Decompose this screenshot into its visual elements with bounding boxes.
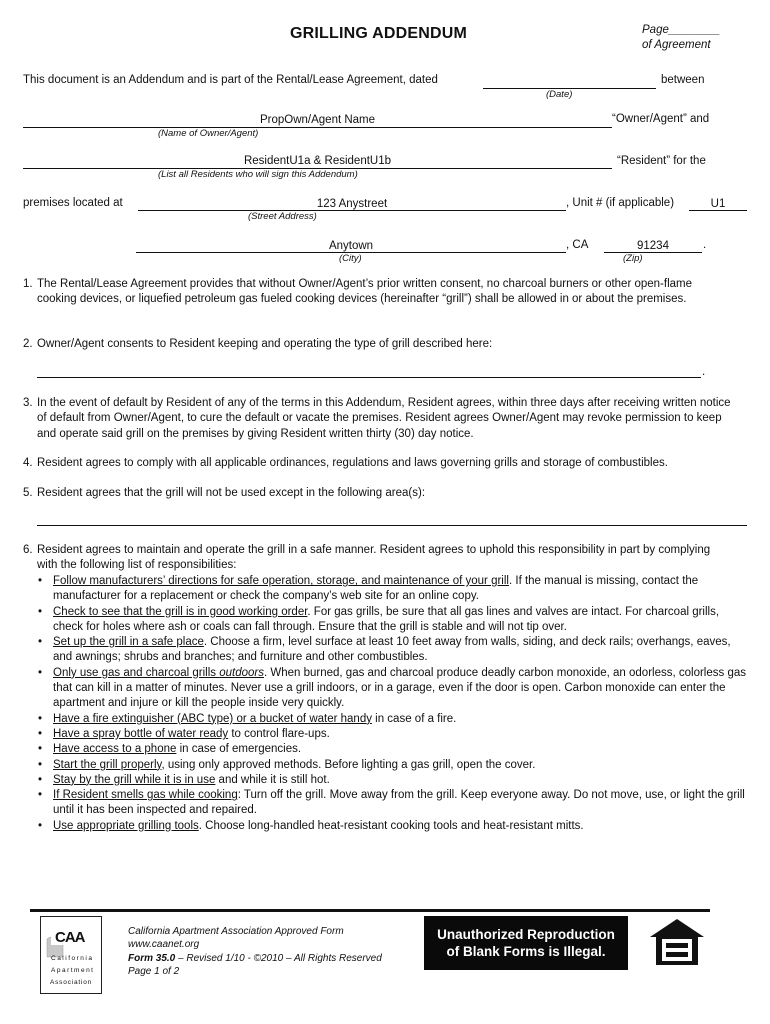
list-item xyxy=(37,605,747,636)
resident-names-field[interactable]: ResidentU1a & ResidentU1b xyxy=(243,155,392,167)
city-label: (City) xyxy=(339,253,362,264)
street-address-line xyxy=(138,210,566,211)
section-3 xyxy=(23,396,733,442)
section-1 xyxy=(23,277,733,308)
bullet-text: . For gas grills, be sure that all gas lines and valves are intact. For charcoal grills, check for holes where ash or coals can fall through. Ensure that the grill is stable and will not tip over. xyxy=(53,605,720,633)
period: . xyxy=(703,239,707,251)
footer-divider xyxy=(30,909,710,912)
section-3-number: 3. xyxy=(23,397,33,409)
section-2-text: Owner/Agent consents to Resident keeping and operating the type of grill described here: xyxy=(37,338,493,350)
resident-label: (List all Residents who will sign this Addendum) xyxy=(158,169,358,180)
zip-label: (Zip) xyxy=(623,253,643,264)
list-item xyxy=(37,758,747,773)
owner-suffix: “Owner/Agent” and xyxy=(612,113,710,125)
owner-name-line xyxy=(23,127,612,128)
bullet-lead: If Resident smells gas while cooking xyxy=(53,789,238,802)
grill-type-period: . xyxy=(702,366,706,378)
section-2-number: 2. xyxy=(23,338,33,350)
bullet-lead: Have a fire extinguisher (ABC type) or a bucket of water handy xyxy=(53,712,372,725)
section-3-text: In the event of default by Resident of any of the terms in this Addendum, Resident agrees, within three days after receiving written notice of default from Owner/Agent, to cure the default or vacate the premises. Resident agrees Owner/Agent may revoke permission to keep and operate said grill on the premises by giving Resident written thirty (30) day notice. xyxy=(37,397,731,440)
section-5 xyxy=(23,486,733,501)
unit-field[interactable]: U1 xyxy=(710,198,726,210)
bullet-text: in case of emergencies. xyxy=(176,743,302,756)
list-item xyxy=(37,712,747,727)
list-item xyxy=(37,773,747,788)
form-revision: – Revised 1/10 - ©2010 – All Rights Reserved xyxy=(175,952,382,964)
owner-label: (Name of Owner/Agent) xyxy=(158,128,259,139)
section-5-text: Resident agrees that the grill will not be used except in the following area(s): xyxy=(37,487,426,499)
bullet-lead: Follow manufacturers’ directions for safe operation, storage, and maintenance of your grill xyxy=(53,575,509,587)
footer-line-3 xyxy=(128,952,382,965)
bullet-lead: Check to see that the grill is in good working order xyxy=(53,605,308,618)
section-6-number: 6. xyxy=(23,544,33,556)
footer-line-2: www.caanet.org xyxy=(128,939,200,951)
list-item xyxy=(37,819,747,834)
city-field[interactable]: Anytown xyxy=(328,240,374,252)
section-1-text: The Rental/Lease Agreement provides that without Owner/Agent’s prior written consent, no charcoal burners or other open-flame cooking devices, or liquefied petroleum gas fueled cooking devices (hereinafter “grill”) shall be allowed in or about the premises. xyxy=(37,278,693,306)
of-agreement-label: of Agreement xyxy=(642,39,711,51)
bullet-lead: Set up the grill in a safe place xyxy=(53,636,204,649)
premises-prefix: premises located at xyxy=(23,197,123,209)
form-number: Form 35.0 xyxy=(128,952,176,964)
state-text: , CA xyxy=(566,239,589,251)
bullet-text: . When burned, gas and charcoal produce deadly carbon monoxide, an odorless, colorless gas that can kill in a matter of minutes. Never use a grill indoors, or in a garage, even if the door is open. Carbon monoxide can enter the apartment and injure or kill the people inside very quickly. xyxy=(53,666,746,710)
bullet-text: . Choose long-handled heat-resistant cooking tools and heat-resistant mitts. xyxy=(198,819,584,832)
seal-sub-1: California xyxy=(51,955,94,962)
list-item xyxy=(37,574,747,605)
date-label: (Date) xyxy=(546,89,573,100)
section-6-text: Resident agrees to maintain and operate the grill in a safe manner. Resident agrees to uphold this responsibility in part by complying with the following list of responsibilities: xyxy=(37,544,711,572)
section-1-number: 1. xyxy=(23,278,33,290)
bullet-lead: Have a spray bottle of water ready xyxy=(53,727,229,740)
between-text: between xyxy=(661,74,705,86)
owner-name-field[interactable]: PropOwn/Agent Name xyxy=(259,114,376,126)
street-label: (Street Address) xyxy=(248,211,317,222)
unit-line xyxy=(689,210,747,211)
list-item xyxy=(37,666,747,712)
bullet-text: . Choose a firm, level surface at least 10 feet away from walls, siding, and deck rails; overhangs, eaves, and awnings; shrubs and branches; and furniture and other combustibles. xyxy=(53,636,731,664)
bullet-text: to control flare-ups. xyxy=(228,727,330,740)
page-number-label: Page________ xyxy=(642,24,721,36)
bullet-text: : Turn off the grill. Move away from the grill. Keep everyone away. Do not move, use, or light the grill until it has been inspected and repaired. xyxy=(53,789,745,817)
bullet-text: , using only approved methods. Before lighting a gas grill, open the cover. xyxy=(161,758,536,771)
footer-line-4: Page 1 of 2 xyxy=(128,966,180,978)
resident-suffix: “Resident” for the xyxy=(617,155,706,167)
seal-text: CAA xyxy=(55,929,85,946)
footer-info xyxy=(128,925,382,979)
list-item xyxy=(37,635,747,666)
bullet-lead: Have access to a phone xyxy=(53,743,177,756)
reproduction-warning xyxy=(424,916,628,970)
section-6 xyxy=(23,543,733,574)
list-item xyxy=(37,727,747,742)
section-4-number: 4. xyxy=(23,457,33,469)
section-2 xyxy=(23,337,733,352)
list-item xyxy=(37,742,747,757)
bullet-text: and while it is still hot. xyxy=(215,773,330,786)
seal-sub-3: Association xyxy=(50,979,93,986)
footer-line-1: California Apartment Association Approved Form xyxy=(128,926,344,937)
intro-text: This document is an Addendum and is part of the Rental/Lease Agreement, dated xyxy=(23,74,438,86)
zip-line xyxy=(604,252,702,253)
grill-type-field[interactable] xyxy=(37,377,701,378)
list-item xyxy=(37,788,747,819)
warning-line-1: Unauthorized Reproduction xyxy=(437,927,615,942)
equal-housing-icon xyxy=(648,917,706,969)
section-5-number: 5. xyxy=(23,487,33,499)
section-4-text: Resident agrees to comply with all applicable ordinances, regulations and laws governing grills and storage of combustibles. xyxy=(37,457,668,469)
bullet-lead: Only use gas and charcoal grills xyxy=(53,666,220,679)
bullet-lead: Start the grill properly xyxy=(53,758,162,771)
page-title: GRILLING ADDENDUM xyxy=(290,25,468,42)
section-4 xyxy=(23,456,733,471)
bullet-text: in case of a fire. xyxy=(371,712,457,725)
street-address-field[interactable]: 123 Anystreet xyxy=(316,198,388,210)
responsibilities-list xyxy=(37,574,747,834)
grill-area-field[interactable] xyxy=(37,525,747,526)
caa-logo xyxy=(40,916,102,994)
bullet-text: . If the manual is missing, contact the manufacturer for a replacement or check the company’s web site for an online copy. xyxy=(53,575,699,603)
zip-field[interactable]: 91234 xyxy=(637,240,669,252)
bullet-lead: Use appropriate grilling tools xyxy=(53,819,199,832)
bullet-lead-italic: outdoors xyxy=(219,666,264,679)
warning-line-2: of Blank Forms is Illegal. xyxy=(446,944,606,959)
seal-sub-2: Apartment xyxy=(51,967,95,974)
unit-prefix: , Unit # (if applicable) xyxy=(566,197,675,209)
bullet-lead: Stay by the grill while it is in use xyxy=(53,773,216,786)
